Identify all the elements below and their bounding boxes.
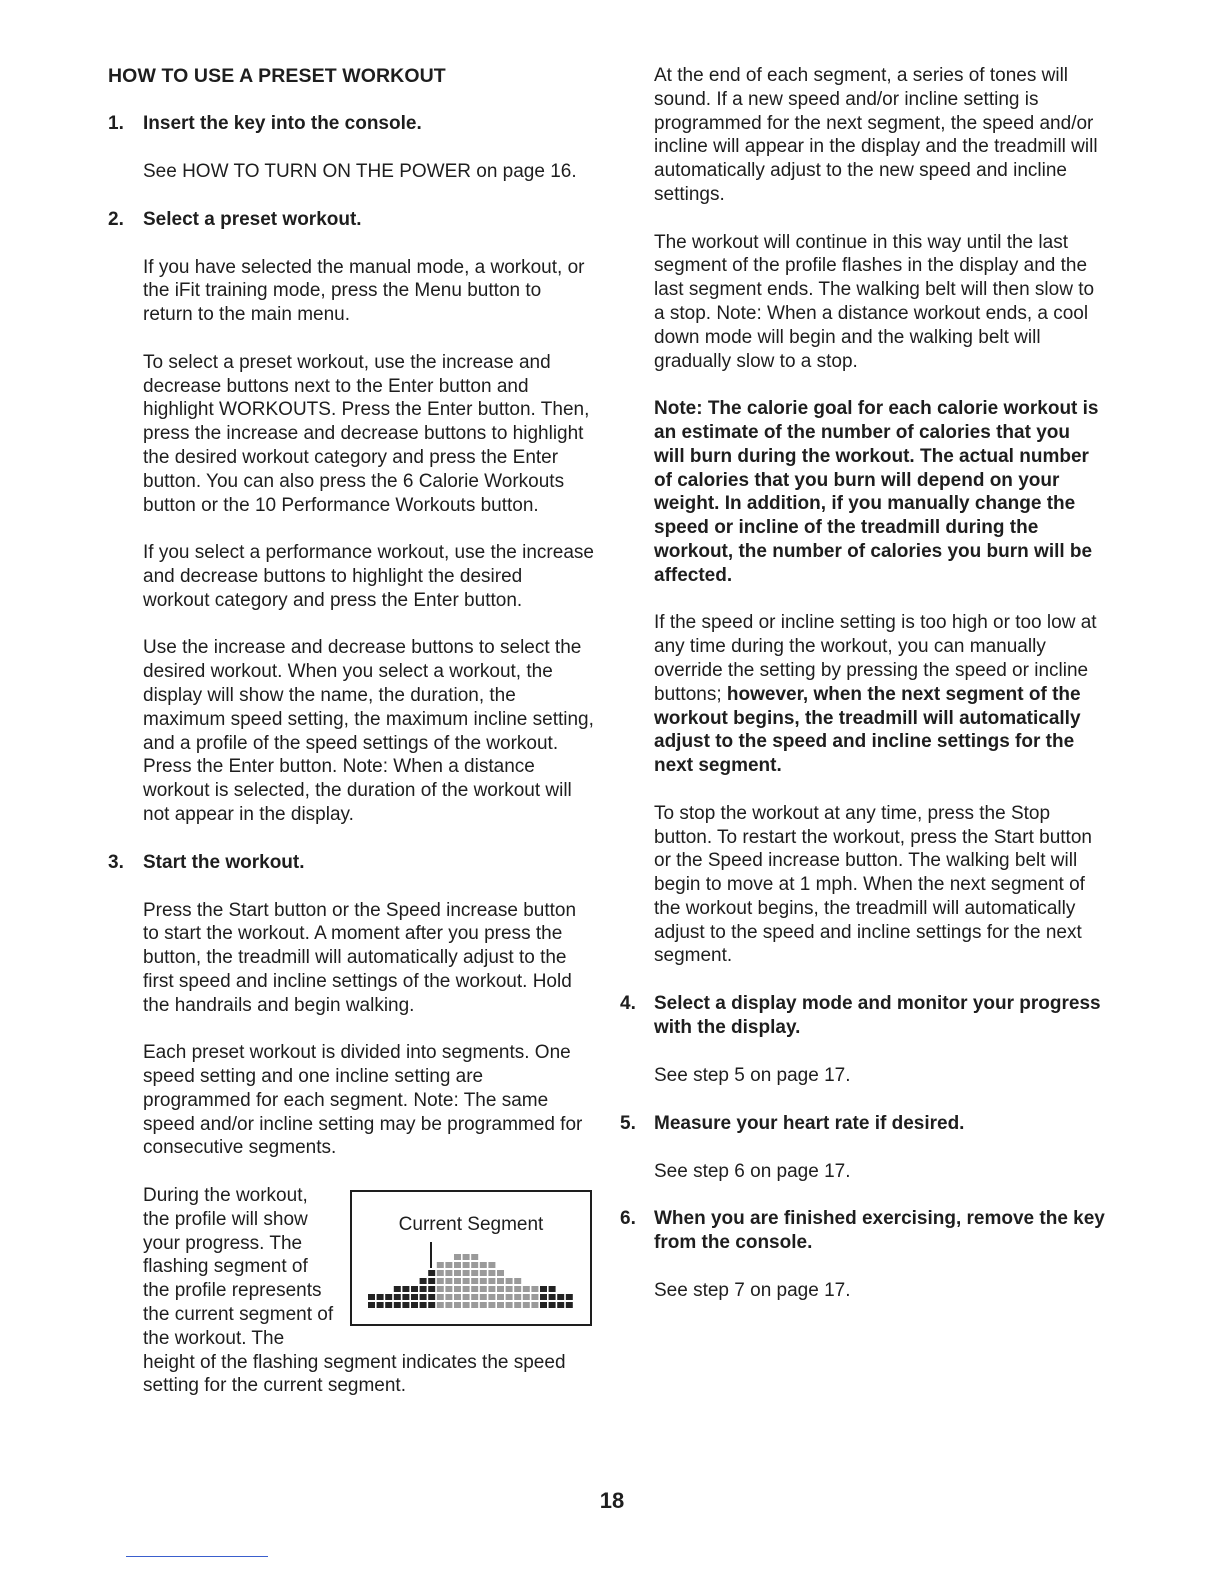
step-5-heading <box>620 1112 1105 1136</box>
step-number: 6. <box>620 1208 636 1230</box>
step-number: 3. <box>108 851 124 873</box>
page-number: 18 <box>599 1488 625 1513</box>
left-column <box>108 64 594 1422</box>
profile-bar <box>454 1254 461 1308</box>
step-1-heading <box>108 112 594 136</box>
profile-bar <box>497 1270 504 1308</box>
profile-bar <box>437 1262 444 1308</box>
profile-bar <box>377 1294 384 1308</box>
paragraph <box>620 611 1105 778</box>
paragraph: If you select a performance workout, use the increase and decrease buttons to highlight the desired workout category and press the Enter button. <box>143 542 594 611</box>
step-number: 4. <box>620 993 636 1015</box>
profile-bar <box>514 1278 521 1308</box>
step-3-heading <box>108 851 594 875</box>
paragraph: See step 6 on page 17. <box>654 1160 851 1182</box>
paragraph: See step 5 on page 17. <box>654 1065 851 1087</box>
profile-bar <box>557 1294 564 1308</box>
profile-bar <box>480 1262 487 1308</box>
profile-bar <box>420 1278 427 1308</box>
paragraph: See HOW TO TURN ON THE POWER on page 16. <box>143 161 577 182</box>
paragraph: At the end of each segment, a series of tones will sound. If a new speed and/or incline setting is programmed for the next segment, the speed and/or incline will appear in the display and the treadmill will automatically adjust to the new speed and incline settings. <box>654 65 1098 205</box>
profile-display-illustration <box>350 1190 592 1326</box>
paragraph: To stop the workout at any time, press the Stop button. To restart the workout, press the Start button or the Speed increase button. The walking belt will begin to move at 1 mph. When the next segment of the workout begins, the treadmill will automatically adjust to the speed and incline settings for the next segment. <box>654 802 1092 967</box>
step-number: 2. <box>108 208 124 230</box>
step-number: 1. <box>108 113 124 134</box>
step-6-heading <box>620 1207 1105 1255</box>
paragraph: Each preset workout is divided into segments. One speed setting and one incline setting are programmed for each segment. Note: The same speed and/or incline setting may be programmed for consecutive segments. <box>143 1042 583 1159</box>
step-title: Measure your heart rate if desired. <box>654 1112 965 1134</box>
profile-figure-block <box>108 1184 594 1398</box>
profile-bar <box>368 1294 375 1308</box>
paragraph: Press the Start button or the Speed increase button to start the workout. A moment after you press the button, the treadmill will automatically adjust to the first speed and incline settings of the workout. Hold the handrails and begin walking. <box>143 899 577 1016</box>
paragraph: Use the increase and decrease buttons to select the desired workout. When you select a workout, the display will show the name, the duration, the maximum speed setting, the maximum incline setting, and a profile of the speed settings of the workout. Press the Enter button. Note: When a distance workout is selected, the duration of the workout will not appear in the display. <box>143 637 594 825</box>
step-4-heading <box>620 992 1105 1040</box>
profile-bar <box>540 1286 547 1308</box>
profile-bar <box>463 1254 470 1308</box>
profile-bar <box>445 1262 452 1308</box>
profile-bar <box>506 1278 513 1308</box>
profile-bar <box>566 1294 573 1308</box>
step-number: 5. <box>620 1112 636 1134</box>
profile-bar <box>549 1286 556 1308</box>
paragraph: If you have selected the manual mode, a workout, or the iFit training mode, press the Menu button to return to the main menu. <box>143 256 585 326</box>
section-heading: HOW TO USE A PRESET WORKOUT <box>108 65 446 87</box>
profile-bar <box>402 1286 409 1308</box>
profile-bar <box>394 1286 401 1308</box>
profile-bar <box>471 1254 478 1308</box>
paragraph-emphasis: however, when the next segment of the workout begins, the treadmill will automatically adjust to the speed and incline settings for the next segment. <box>654 683 1081 777</box>
profile-bar <box>531 1286 538 1308</box>
profile-bar <box>385 1294 392 1308</box>
calorie-note: Note: The calorie goal for each calorie workout is an estimate of the number of calories that you will burn during the workout. The actual number of calories that you burn will depend on your weight. In addition, if you manually change the speed or incline of the treadmill during the workout, the number of calories you burn will be affected. <box>654 398 1099 586</box>
profile-bar <box>411 1286 418 1308</box>
step-title: Insert the key into the console. <box>143 113 422 134</box>
step-title: Select a display mode and monitor your progress with the display. <box>654 993 1101 1039</box>
paragraph: To select a preset workout, use the increase and decrease buttons next to the Enter button and highlight WORKOUTS. Press the Enter button. Then, press the increase and decrease buttons to highlight the desired workout category and press the Enter button. You can also press the 6 Calorie Workouts button or the 10 Performance Workouts button. <box>143 351 590 516</box>
paragraph-text: If the speed or incline setting is too high or too low at any time during the workout, you can manually override the setting by pressing the speed or incline buttons; <box>654 612 1097 705</box>
footer-rule <box>126 1556 268 1557</box>
current-segment-label: Current Segment <box>398 1214 544 1236</box>
profile-bar <box>488 1262 495 1308</box>
step-title: When you are finished exercising, remove the key from the console. <box>654 1208 1105 1254</box>
profile-bar <box>428 1270 435 1308</box>
step-title: Select a preset workout. <box>143 208 362 230</box>
paragraph: During the workout, the profile will show your progress. The flashing segment of the profile represents the current segment of the workout. The height of the flashing segment indicates the speed setting for the current segment. <box>143 1185 566 1397</box>
paragraph: See step 7 on page 17. <box>654 1280 851 1302</box>
step-2-heading <box>108 208 594 232</box>
step-title: Start the workout. <box>143 851 305 873</box>
speed-profile-bars <box>368 1252 578 1312</box>
profile-bar <box>523 1286 530 1308</box>
paragraph: The workout will continue in this way until the last segment of the profile flashes in the display and the last segment ends. The walking belt will then slow to a stop. Note: When a distance workout ends, a cool down mode will begin and the walking belt will gradually slow to a stop. <box>654 231 1095 372</box>
right-column <box>620 64 1105 1327</box>
